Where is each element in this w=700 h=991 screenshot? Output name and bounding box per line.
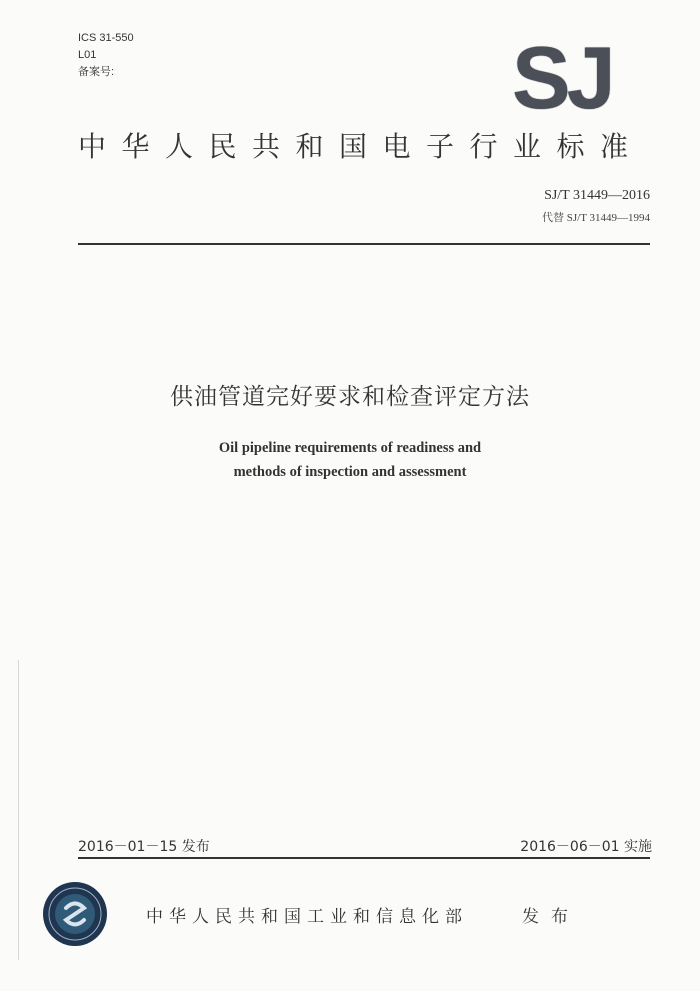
- standard-category-title: 中华人民共和国电子行业标准: [78, 130, 644, 163]
- document-title-english: [0, 436, 700, 484]
- footer-divider: [78, 857, 650, 859]
- title-en-line-2: methods of inspection and assessment: [233, 464, 467, 480]
- replaces-standard: 代替 SJ/T 31449—1994: [542, 212, 650, 224]
- sj-logo: SJ: [512, 28, 612, 127]
- title-en-line-1: Oil pipeline requirements of readiness and: [218, 440, 482, 456]
- document-title-chinese: 供油管道完好要求和检查评定方法: [170, 384, 530, 410]
- standard-number: SJ/T 31449—2016: [544, 188, 650, 203]
- classification-code: L01: [78, 49, 97, 61]
- filing-number-label: 备案号:: [78, 66, 115, 78]
- page-edge-shadow: [18, 660, 19, 960]
- publish-label: 发布: [522, 907, 580, 927]
- publisher-name: 中华人民共和国工业和信息化部: [146, 907, 468, 927]
- implementation-date: 2016－06－01 实施: [520, 839, 652, 855]
- standards-seal-icon: [42, 881, 108, 947]
- ics-code: ICS 31-550: [78, 32, 134, 44]
- issue-date: 2016－01－15 发布: [78, 839, 210, 855]
- header-divider: [78, 243, 650, 245]
